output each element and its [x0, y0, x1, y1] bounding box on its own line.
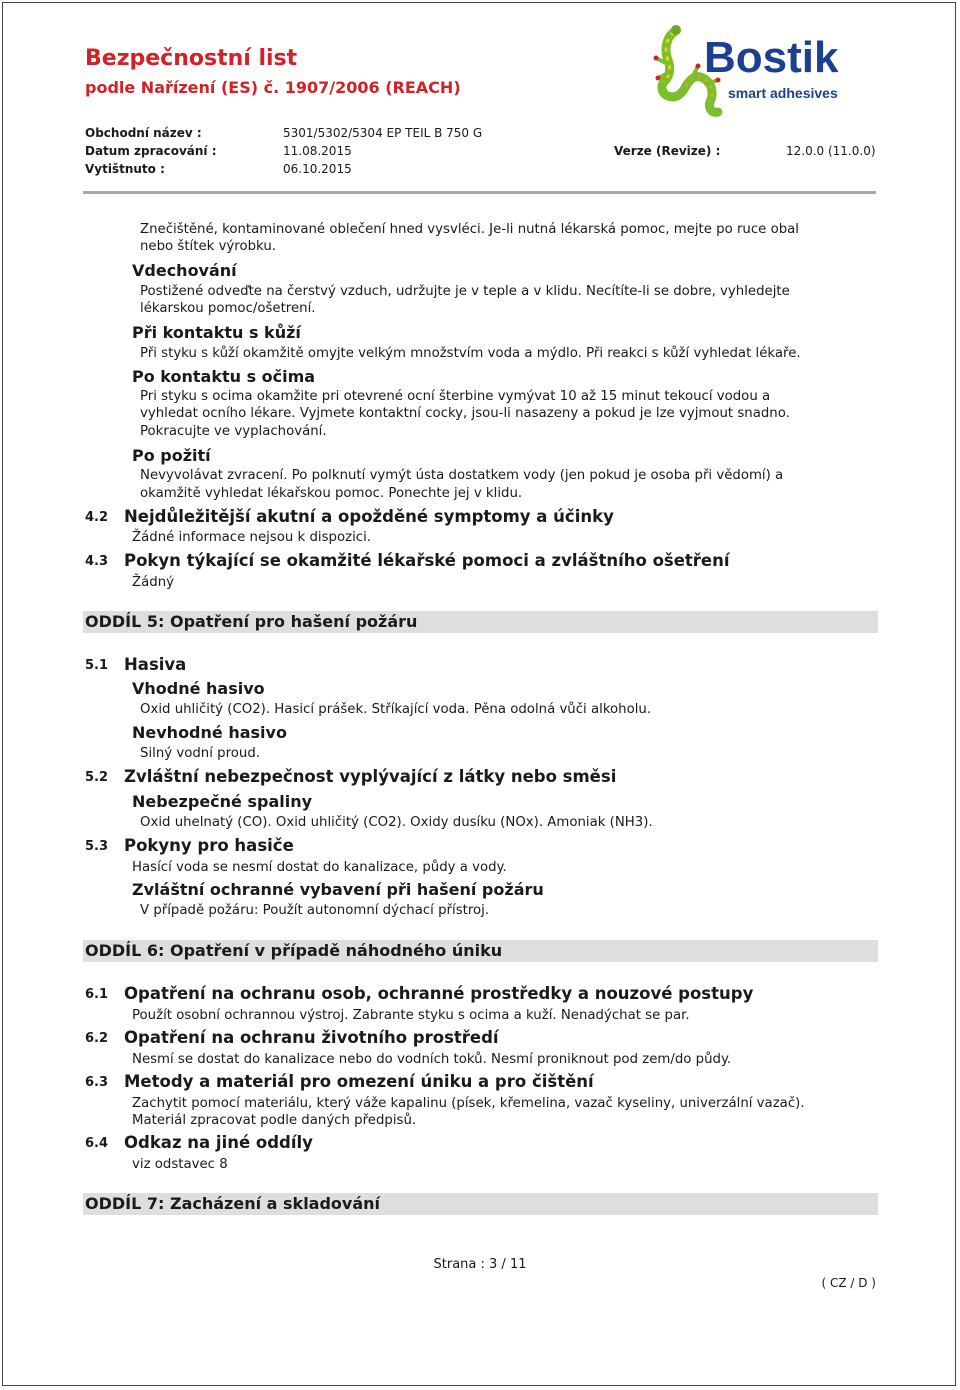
ingestion-text: Nevyvolávat zvracení. Po polknutí vymýt ústa dostatkem vody (jen pokud je osoba při vědomí) a: [140, 468, 784, 483]
subsection-text: Silný vodní proud.: [140, 746, 260, 761]
section-number: 5.2: [85, 770, 109, 785]
section-heading: Opatření na ochranu osob, ochranné prostředky a nouzové postupy: [124, 984, 754, 1003]
header-rule: [83, 191, 876, 194]
locale-code: ( CZ / D ): [821, 1276, 876, 1290]
section-text: Žádný: [132, 575, 174, 590]
section-text-2: Materiál zpracovat podle daných předpisů.: [132, 1113, 417, 1128]
section-text: Použít osobní ochrannou výstroj. Zabrante styku s ocima a kuží. Nenadýchat se par.: [132, 1008, 690, 1023]
eye-contact-text-2: vyhledat ocního lékare. Vyjmete kontaktní cocky, jsou-li nasazeny a pokud je lze vyjmout snadno.: [140, 406, 790, 421]
section-text: Zachytit pomocí materiálu, který váže kapalinu (písek, křemelina, vazač kyseliny, univerzální vazač).: [132, 1096, 805, 1111]
section-band: [83, 1193, 878, 1215]
section-text: Nesmí se dostat do kanalizace nebo do vodních toků. Nesmí proniknout pod zem/do půdy.: [132, 1052, 732, 1067]
section-text: Žádné informace nejsou k dispozici.: [132, 530, 372, 545]
skin-contact-heading: Při kontaktu s kůží: [132, 323, 301, 342]
subsection-heading: Vhodné hasivo: [132, 679, 265, 698]
eye-contact-text-3: Pokracujte ve vyplachování.: [140, 424, 327, 439]
trade-name-value: 5301/5302/5304 EP TEIL B 750 G: [283, 126, 483, 140]
bostik-logo: [652, 24, 872, 124]
print-date-label: Vytištnuto :: [85, 162, 165, 176]
section-heading: Pokyn týkající se okamžité lékařské pomoci a zvláštního ošetření: [124, 551, 730, 570]
section-band-title: ODDÍL 7: Zacházení a skladování: [85, 1194, 381, 1213]
trade-name-label: Obchodní název :: [85, 126, 202, 140]
subsection-heading: Zvláštní ochranné vybavení při hašení požáru: [132, 880, 544, 899]
section-number: 6.3: [85, 1075, 109, 1090]
date-value: 11.08.2015: [283, 144, 352, 158]
section-heading: Hasiva: [124, 655, 187, 674]
section-heading: Nejdůležitější akutní a opožděné symptomy a účinky: [124, 507, 614, 526]
page-number: Strana : 3 / 11: [433, 1257, 527, 1272]
subsection-heading: Nevhodné hasivo: [132, 723, 287, 742]
section-number: 6.4: [85, 1136, 109, 1151]
eye-contact-text: Pri styku s ocima okamžite pri otevrené ocní šterbine vymývat 10 až 15 minut tekoucí vodou a: [140, 389, 771, 404]
version-label: Verze (Revize) :: [614, 144, 721, 158]
inhalation-heading: Vdechování: [132, 261, 237, 280]
inhalation-text: Postižené odveďte na čerstvý vzduch, udržujte je v teple a v klidu. Necítíte-li se dobre, vyhledejte: [140, 284, 790, 299]
clothing-text-2: nebo štítek výrobku.: [140, 239, 277, 254]
section-text: viz odstavec 8: [132, 1157, 228, 1172]
section-number: 4.2: [85, 510, 109, 525]
document-title: Bezpečnostní list: [85, 46, 298, 71]
subsection-text: V případě požáru: Použít autonomní dýchací přístroj.: [140, 903, 490, 918]
document-subtitle: podle Nařízení (ES) č. 1907/2006 (REACH): [85, 78, 461, 97]
section-band: [83, 940, 878, 962]
date-label: Datum zpracování :: [85, 144, 217, 158]
section-heading: Zvláštní nebezpečnost vyplývající z látky nebo směsi: [124, 767, 617, 786]
section-number: 5.1: [85, 658, 109, 673]
eye-contact-heading: Po kontaktu s očima: [132, 367, 316, 386]
subsection-text: Oxid uhličitý (CO2). Hasicí prášek. Stříkající voda. Pěna odolná vůči alkoholu.: [140, 702, 652, 717]
logo-brand: Bostik: [704, 33, 839, 82]
ingestion-text-2: okamžitě vyhledat lékařskou pomoc. Ponechte jej v klidu.: [140, 486, 523, 501]
section-number: 4.3: [85, 554, 109, 569]
section-number: 5.3: [85, 839, 109, 854]
section-number: 6.2: [85, 1031, 109, 1046]
section-band-title: ODDÍL 5: Opatření pro hašení požáru: [85, 612, 418, 631]
print-date-value: 06.10.2015: [283, 162, 352, 176]
skin-contact-text: Při styku s kůží okamžitě omyjte velkým množstvím voda a mýdlo. Při reakci s kůží vyhledat lékaře.: [140, 346, 801, 361]
subsection-heading: Nebezpečné spaliny: [132, 792, 313, 811]
section-band-title: ODDÍL 6: Opatření v případě náhodného úniku: [85, 941, 503, 960]
clothing-text: Znečištěné, kontaminované oblečení hned vysvléci. Je-li nutná lékarská pomoc, mejte po ruce obal: [140, 222, 800, 237]
section-band: [83, 611, 878, 633]
ingestion-heading: Po požití: [132, 446, 211, 465]
logo-tagline: smart adhesives: [728, 85, 838, 101]
inhalation-text-2: lékarskou pomoc/ošetrení.: [140, 301, 316, 316]
section-number: 6.1: [85, 987, 109, 1002]
section-heading: Metody a materiál pro omezení úniku a pro čištění: [124, 1072, 594, 1091]
section-heading: Pokyny pro hasiče: [124, 836, 294, 855]
section-heading: Odkaz na jiné oddíly: [124, 1133, 313, 1152]
section-heading: Opatření na ochranu životního prostředí: [124, 1028, 499, 1047]
subsection-text: Oxid uhelnatý (CO). Oxid uhličitý (CO2). Oxidy dusíku (NOx). Amoniak (NH3).: [140, 815, 653, 830]
section-text: Hasící voda se nesmí dostat do kanalizace, půdy a vody.: [132, 860, 507, 875]
version-value: 12.0.0 (11.0.0): [786, 144, 876, 158]
